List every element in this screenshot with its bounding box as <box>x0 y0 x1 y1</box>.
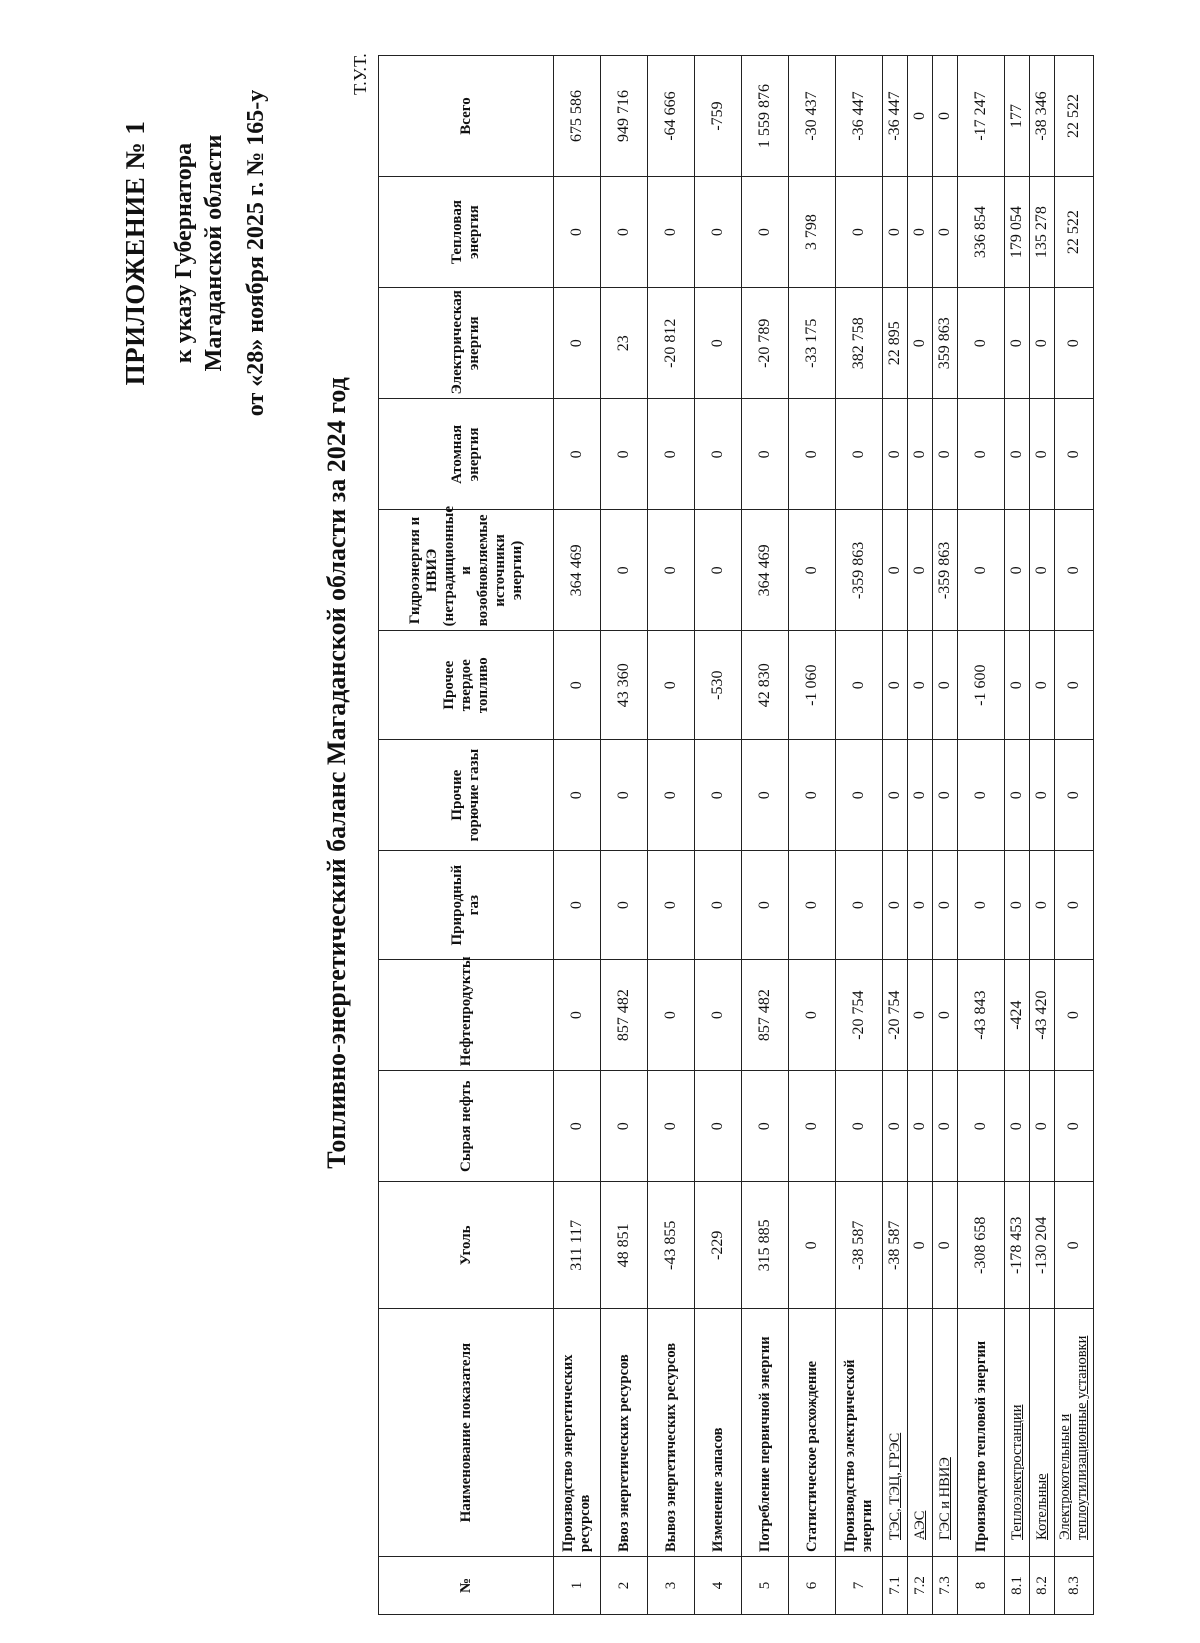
table-row <box>742 56 789 1615</box>
cell-oil: 0 <box>908 960 933 1071</box>
cell-elec: 382 758 <box>836 288 883 399</box>
row-number: 3 <box>648 1557 695 1615</box>
cell-total: 949 716 <box>601 56 648 177</box>
cell-ogas: 0 <box>554 740 601 851</box>
cell-heat: 0 <box>601 176 648 287</box>
row-indicator-name: Производство энергетических ресурсов <box>554 1309 601 1557</box>
cell-nuclear: 0 <box>601 399 648 510</box>
cell-nuclear: 0 <box>742 399 789 510</box>
cell-gas: 0 <box>601 851 648 960</box>
cell-coal: 315 885 <box>742 1182 789 1309</box>
cell-hydro: -359 863 <box>933 510 958 631</box>
cell-nuclear: 0 <box>883 399 908 510</box>
cell-hydro: 364 469 <box>742 510 789 631</box>
row-number: 8.2 <box>1030 1557 1055 1615</box>
decree-line-2: Магаданской области <box>201 134 227 372</box>
cell-coal: -229 <box>695 1182 742 1309</box>
cell-crude: 0 <box>648 1071 695 1182</box>
cell-hydro: 364 469 <box>554 510 601 631</box>
row-indicator-name: Ввоз энергетических ресурсов <box>601 1309 648 1557</box>
row-number: 7.3 <box>933 1557 958 1615</box>
cell-heat: 3 798 <box>789 176 836 287</box>
cell-coal: -130 204 <box>1030 1182 1055 1309</box>
cell-elec: 0 <box>958 288 1005 399</box>
cell-elec: -33 175 <box>789 288 836 399</box>
cell-elec: 0 <box>1030 288 1055 399</box>
cell-elec: 359 863 <box>933 288 958 399</box>
cell-oil: -43 843 <box>958 960 1005 1071</box>
cell-osolid: 0 <box>648 631 695 740</box>
row-number: 5 <box>742 1557 789 1615</box>
cell-oil: 0 <box>695 960 742 1071</box>
cell-crude: 0 <box>789 1071 836 1182</box>
cell-nuclear: 0 <box>1055 399 1094 510</box>
row-indicator-name: Потребление первичной энергии <box>742 1309 789 1557</box>
decree-date: от «28» ноября 2025 г. № 165-у <box>243 89 269 417</box>
cell-coal: -178 453 <box>1005 1182 1030 1309</box>
cell-crude: 0 <box>836 1071 883 1182</box>
document-header <box>120 23 270 483</box>
cell-heat: 0 <box>883 176 908 287</box>
row-indicator-name: Статистическое расхождение <box>789 1309 836 1557</box>
table-body <box>554 56 1094 1615</box>
cell-osolid: 0 <box>1055 631 1094 740</box>
row-indicator-name: Вывоз энергетических ресурсов <box>648 1309 695 1557</box>
cell-gas: 0 <box>789 851 836 960</box>
cell-total: -759 <box>695 56 742 177</box>
cell-nuclear: 0 <box>695 399 742 510</box>
cell-nuclear: 0 <box>836 399 883 510</box>
cell-ogas: 0 <box>648 740 695 851</box>
row-number: 7 <box>836 1557 883 1615</box>
col-header-name: Наименование показателя <box>379 1309 554 1557</box>
cell-hydro: 0 <box>648 510 695 631</box>
row-indicator-name: ТЭС, ТЭЦ, ГРЭС <box>883 1309 908 1557</box>
cell-oil: 0 <box>1055 960 1094 1071</box>
cell-gas: 0 <box>1030 851 1055 960</box>
cell-gas: 0 <box>908 851 933 960</box>
cell-ogas: 0 <box>1055 740 1094 851</box>
cell-crude: 0 <box>1030 1071 1055 1182</box>
cell-osolid: -1 600 <box>958 631 1005 740</box>
cell-gas: 0 <box>695 851 742 960</box>
row-number: 2 <box>601 1557 648 1615</box>
row-indicator-name: Производство электрической энергии <box>836 1309 883 1557</box>
decree-line-1: к указу Губернатора <box>171 142 197 364</box>
cell-ogas: 0 <box>908 740 933 851</box>
cell-hydro: 0 <box>695 510 742 631</box>
cell-heat: 0 <box>836 176 883 287</box>
cell-coal: 0 <box>933 1182 958 1309</box>
cell-elec: 0 <box>554 288 601 399</box>
table-row <box>789 56 836 1615</box>
energy-balance-table <box>378 55 1094 1615</box>
cell-ogas: 0 <box>601 740 648 851</box>
cell-coal: -38 587 <box>836 1182 883 1309</box>
table-row <box>1055 56 1094 1615</box>
cell-hydro: 0 <box>908 510 933 631</box>
row-number: 6 <box>789 1557 836 1615</box>
cell-total: 22 522 <box>1055 56 1094 177</box>
cell-total: -64 666 <box>648 56 695 177</box>
row-number: 1 <box>554 1557 601 1615</box>
table-row <box>601 56 648 1615</box>
cell-ogas: 0 <box>958 740 1005 851</box>
cell-osolid: 0 <box>1030 631 1055 740</box>
cell-oil: 857 482 <box>601 960 648 1071</box>
row-indicator-name: Изменение запасов <box>695 1309 742 1557</box>
cell-ogas: 0 <box>742 740 789 851</box>
cell-osolid: 0 <box>554 631 601 740</box>
cell-total: -36 447 <box>836 56 883 177</box>
cell-nuclear: 0 <box>789 399 836 510</box>
cell-crude: 0 <box>933 1071 958 1182</box>
cell-heat: 336 854 <box>958 176 1005 287</box>
cell-gas: 0 <box>742 851 789 960</box>
col-header-oil-products: Нефтепродукты <box>379 960 554 1071</box>
row-indicator-name: Производство тепловой энергии <box>958 1309 1005 1557</box>
cell-osolid: 43 360 <box>601 631 648 740</box>
cell-elec: 0 <box>908 288 933 399</box>
col-header-other-solid: Прочее твердое топливо <box>379 631 554 740</box>
cell-heat: 135 278 <box>1030 176 1055 287</box>
cell-total: 0 <box>933 56 958 177</box>
cell-heat: 0 <box>933 176 958 287</box>
table-header-row <box>379 56 554 1615</box>
cell-ogas: 0 <box>695 740 742 851</box>
cell-elec: 23 <box>601 288 648 399</box>
units-label: Т.У.Т. <box>350 53 370 95</box>
cell-oil: 0 <box>648 960 695 1071</box>
cell-heat: 0 <box>648 176 695 287</box>
row-number: 8.1 <box>1005 1557 1030 1615</box>
row-indicator-name: Теплоэлектростанции <box>1005 1309 1030 1557</box>
cell-gas: 0 <box>836 851 883 960</box>
cell-ogas: 0 <box>836 740 883 851</box>
cell-osolid: -530 <box>695 631 742 740</box>
cell-total: 1 559 876 <box>742 56 789 177</box>
table-row <box>554 56 601 1615</box>
cell-crude: 0 <box>958 1071 1005 1182</box>
cell-hydro: 0 <box>789 510 836 631</box>
cell-gas: 0 <box>648 851 695 960</box>
cell-hydro: 0 <box>958 510 1005 631</box>
cell-crude: 0 <box>601 1071 648 1182</box>
document-title: Топливно-энергетический баланс Магаданской области за 2024 год <box>322 377 351 1169</box>
cell-gas: 0 <box>554 851 601 960</box>
cell-total: -36 447 <box>883 56 908 177</box>
table-row <box>958 56 1005 1615</box>
cell-elec: -20 812 <box>648 288 695 399</box>
cell-hydro: 0 <box>601 510 648 631</box>
cell-coal: -308 658 <box>958 1182 1005 1309</box>
row-indicator-name: ГЭС и НВИЭ <box>933 1309 958 1557</box>
cell-total: 0 <box>908 56 933 177</box>
cell-gas: 0 <box>1055 851 1094 960</box>
cell-crude: 0 <box>1005 1071 1030 1182</box>
cell-heat: 22 522 <box>1055 176 1094 287</box>
cell-crude: 0 <box>908 1071 933 1182</box>
table-row <box>836 56 883 1615</box>
cell-elec: 22 895 <box>883 288 908 399</box>
cell-elec: 0 <box>695 288 742 399</box>
cell-osolid: 42 830 <box>742 631 789 740</box>
cell-hydro: 0 <box>883 510 908 631</box>
table-row <box>1005 56 1030 1615</box>
cell-osolid: 0 <box>1005 631 1030 740</box>
cell-oil: 0 <box>789 960 836 1071</box>
cell-ogas: 0 <box>1005 740 1030 851</box>
cell-crude: 0 <box>742 1071 789 1182</box>
table-row <box>908 56 933 1615</box>
cell-nuclear: 0 <box>1030 399 1055 510</box>
cell-gas: 0 <box>1005 851 1030 960</box>
row-number: 7.1 <box>883 1557 908 1615</box>
table-row <box>1030 56 1055 1615</box>
annex-label: ПРИЛОЖЕНИЕ № 1 <box>120 120 150 386</box>
cell-nuclear: 0 <box>648 399 695 510</box>
cell-hydro: 0 <box>1030 510 1055 631</box>
cell-crude: 0 <box>554 1071 601 1182</box>
row-number: 4 <box>695 1557 742 1615</box>
row-number: 7.2 <box>908 1557 933 1615</box>
cell-heat: 179 054 <box>1005 176 1030 287</box>
cell-coal: -43 855 <box>648 1182 695 1309</box>
cell-osolid: -1 060 <box>789 631 836 740</box>
cell-total: -38 346 <box>1030 56 1055 177</box>
cell-coal: 311 117 <box>554 1182 601 1309</box>
cell-osolid: 0 <box>883 631 908 740</box>
col-header-electric: Электрическая энергия <box>379 288 554 399</box>
row-indicator-name: АЭС <box>908 1309 933 1557</box>
cell-gas: 0 <box>958 851 1005 960</box>
cell-heat: 0 <box>742 176 789 287</box>
cell-elec: 0 <box>1055 288 1094 399</box>
row-number: 8 <box>958 1557 1005 1615</box>
cell-oil: -20 754 <box>883 960 908 1071</box>
cell-elec: -20 789 <box>742 288 789 399</box>
cell-total: 675 586 <box>554 56 601 177</box>
cell-heat: 0 <box>554 176 601 287</box>
cell-oil: -424 <box>1005 960 1030 1071</box>
col-header-other-gases: Прочие горючие газы <box>379 740 554 851</box>
cell-ogas: 0 <box>789 740 836 851</box>
cell-oil: 0 <box>933 960 958 1071</box>
cell-ogas: 0 <box>1030 740 1055 851</box>
table-row <box>648 56 695 1615</box>
cell-heat: 0 <box>695 176 742 287</box>
cell-gas: 0 <box>883 851 908 960</box>
cell-total: -30 437 <box>789 56 836 177</box>
col-header-hydro: Гидроэнергия и НВИЭ (нетрадиционные и возобновляемые источники энергии) <box>379 510 554 631</box>
col-header-no: № <box>379 1557 554 1615</box>
row-indicator-name: Электрокотельные и теплоутилизационные установки <box>1055 1309 1094 1557</box>
cell-coal: -38 587 <box>883 1182 908 1309</box>
cell-total: -17 247 <box>958 56 1005 177</box>
col-header-crude: Сырая нефть <box>379 1071 554 1182</box>
cell-hydro: 0 <box>1055 510 1094 631</box>
cell-crude: 0 <box>1055 1071 1094 1182</box>
cell-ogas: 0 <box>933 740 958 851</box>
cell-elec: 0 <box>1005 288 1030 399</box>
cell-nuclear: 0 <box>958 399 1005 510</box>
col-header-total: Всего <box>379 56 554 177</box>
col-header-natural-gas: Природный газ <box>379 851 554 960</box>
cell-crude: 0 <box>695 1071 742 1182</box>
table-row <box>883 56 908 1615</box>
cell-gas: 0 <box>933 851 958 960</box>
cell-hydro: -359 863 <box>836 510 883 631</box>
cell-crude: 0 <box>883 1071 908 1182</box>
cell-nuclear: 0 <box>554 399 601 510</box>
cell-nuclear: 0 <box>1005 399 1030 510</box>
cell-ogas: 0 <box>883 740 908 851</box>
cell-heat: 0 <box>908 176 933 287</box>
table-row <box>933 56 958 1615</box>
cell-total: 177 <box>1005 56 1030 177</box>
row-indicator-name: Котельные <box>1030 1309 1055 1557</box>
cell-coal: 48 851 <box>601 1182 648 1309</box>
cell-nuclear: 0 <box>908 399 933 510</box>
cell-osolid: 0 <box>908 631 933 740</box>
row-number: 8.3 <box>1055 1557 1094 1615</box>
col-header-heat: Тепловая энергия <box>379 176 554 287</box>
cell-oil: 0 <box>554 960 601 1071</box>
col-header-coal: Уголь <box>379 1182 554 1309</box>
cell-osolid: 0 <box>836 631 883 740</box>
cell-nuclear: 0 <box>933 399 958 510</box>
table-row <box>695 56 742 1615</box>
cell-coal: 0 <box>908 1182 933 1309</box>
cell-oil: 857 482 <box>742 960 789 1071</box>
cell-osolid: 0 <box>933 631 958 740</box>
cell-oil: -43 420 <box>1030 960 1055 1071</box>
cell-coal: 0 <box>789 1182 836 1309</box>
cell-coal: 0 <box>1055 1182 1094 1309</box>
col-header-nuclear: Атомная энергия <box>379 399 554 510</box>
cell-hydro: 0 <box>1005 510 1030 631</box>
cell-oil: -20 754 <box>836 960 883 1071</box>
